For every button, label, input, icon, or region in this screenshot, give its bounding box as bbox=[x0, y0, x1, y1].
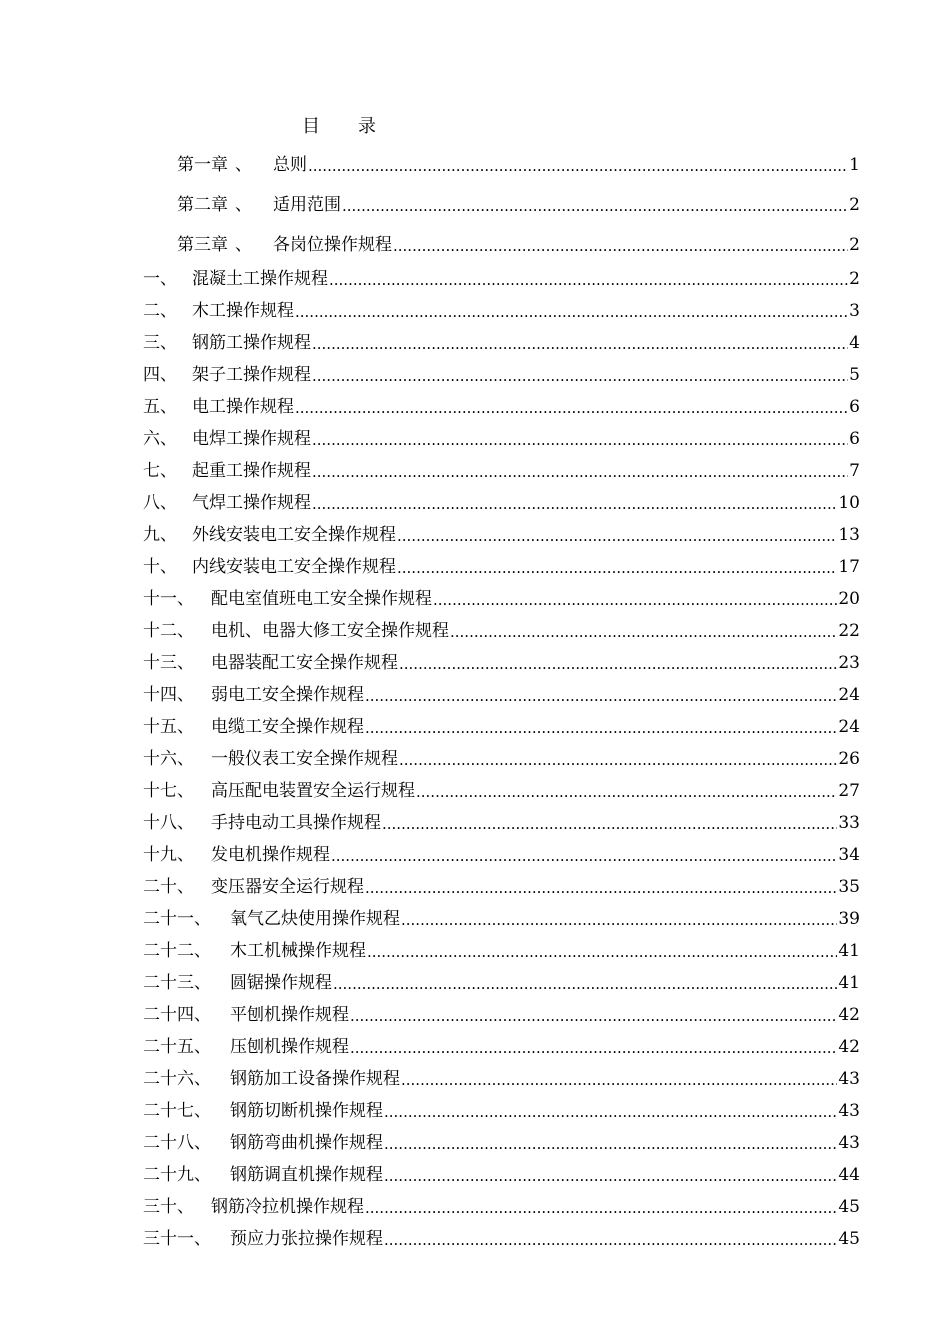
toc-entry-row[interactable] bbox=[143, 618, 860, 642]
toc-entry-row[interactable] bbox=[143, 1034, 860, 1058]
toc-title-right: 录 bbox=[358, 116, 376, 137]
toc-page-number: 34 bbox=[838, 845, 860, 865]
toc-leader-dots bbox=[365, 716, 837, 738]
toc-leader-dots bbox=[365, 684, 837, 706]
toc-entry-number: 十一、 bbox=[143, 589, 194, 609]
toc-entry-row[interactable] bbox=[143, 426, 860, 450]
toc-entry-label: 钢筋冷拉机操作规程 bbox=[211, 1197, 364, 1217]
toc-entry-row[interactable] bbox=[143, 1130, 860, 1154]
toc-entry-number: 二十、 bbox=[143, 877, 194, 897]
toc-entry-number: 五、 bbox=[143, 397, 177, 417]
toc-entry-row[interactable] bbox=[143, 650, 860, 674]
toc-entry-label: 木工操作规程 bbox=[192, 301, 294, 321]
toc-title-left: 目 bbox=[302, 116, 320, 137]
toc-entry-number: 二十三、 bbox=[143, 973, 211, 993]
toc-entry-row[interactable] bbox=[143, 1002, 860, 1026]
toc-entry-row[interactable] bbox=[143, 682, 860, 706]
toc-entry-label: 手持电动工具操作规程 bbox=[211, 813, 381, 833]
toc-page-number: 44 bbox=[838, 1165, 860, 1185]
toc-entry-number: 二十五、 bbox=[143, 1037, 211, 1057]
toc-entry-label: 混凝土工操作规程 bbox=[192, 269, 328, 289]
toc-entry-row[interactable] bbox=[143, 970, 860, 994]
toc-entry-row[interactable] bbox=[143, 842, 860, 866]
toc-page-number: 22 bbox=[838, 621, 860, 641]
toc-page-number: 35 bbox=[838, 877, 860, 897]
toc-leader-dots bbox=[312, 492, 837, 514]
toc-leader-dots bbox=[329, 268, 848, 290]
toc-entry-label: 一般仪表工安全操作规程 bbox=[211, 749, 398, 769]
toc-page-number: 6 bbox=[849, 429, 860, 449]
toc-leader-dots bbox=[312, 428, 848, 450]
toc-entry-number: 四、 bbox=[143, 365, 177, 385]
toc-page-number: 5 bbox=[849, 365, 860, 385]
toc-entry-label: 气焊工操作规程 bbox=[192, 493, 311, 513]
chapter-number: 第三章 bbox=[177, 235, 228, 255]
toc-entry-row[interactable] bbox=[143, 458, 860, 482]
toc-page-number: 26 bbox=[838, 749, 860, 769]
toc-entry-label: 内线安装电工安全操作规程 bbox=[192, 557, 396, 577]
toc-entry-number: 九、 bbox=[143, 525, 177, 545]
toc-leader-dots bbox=[384, 1132, 837, 1154]
toc-leader-dots bbox=[397, 556, 837, 578]
toc-leader-dots bbox=[342, 194, 848, 216]
toc-leader-dots bbox=[312, 460, 848, 482]
toc-entry-label: 弱电工安全操作规程 bbox=[211, 685, 364, 705]
toc-page-number: 4 bbox=[849, 333, 860, 353]
toc-page-number: 23 bbox=[838, 653, 860, 673]
toc-entry-number: 二十一、 bbox=[143, 909, 211, 929]
toc-leader-dots bbox=[365, 876, 837, 898]
toc-leader-dots bbox=[384, 1100, 837, 1122]
toc-entry-number: 十八、 bbox=[143, 813, 194, 833]
toc-leader-dots bbox=[401, 908, 837, 930]
toc-leader-dots bbox=[433, 588, 837, 610]
toc-entry-label: 平刨机操作规程 bbox=[230, 1005, 349, 1025]
toc-title bbox=[302, 112, 376, 138]
toc-chapter-row[interactable] bbox=[177, 192, 860, 216]
toc-page-number: 43 bbox=[838, 1069, 860, 1089]
toc-entry-label: 电工操作规程 bbox=[192, 397, 294, 417]
toc-entry-number: 三十、 bbox=[143, 1197, 194, 1217]
toc-entry-row[interactable] bbox=[143, 266, 860, 290]
toc-entry-row[interactable] bbox=[143, 810, 860, 834]
toc-entry-number: 十三、 bbox=[143, 653, 194, 673]
toc-page-number: 27 bbox=[838, 781, 860, 801]
chapter-separator: 、 bbox=[235, 195, 252, 215]
toc-chapter-row[interactable] bbox=[177, 232, 860, 256]
toc-entry-number: 一、 bbox=[143, 269, 177, 289]
toc-entry-row[interactable] bbox=[143, 874, 860, 898]
toc-page-number: 2 bbox=[849, 195, 860, 215]
toc-entry-number: 十二、 bbox=[143, 621, 194, 641]
toc-leader-dots bbox=[312, 364, 848, 386]
toc-page-number: 20 bbox=[838, 589, 860, 609]
toc-page-number: 13 bbox=[838, 525, 860, 545]
toc-entry-number: 十九、 bbox=[143, 845, 194, 865]
toc-page-number: 3 bbox=[849, 301, 860, 321]
toc-page-number: 2 bbox=[849, 269, 860, 289]
toc-entry-label: 圆锯操作规程 bbox=[230, 973, 332, 993]
toc-page-number: 6 bbox=[849, 397, 860, 417]
toc-entry-row[interactable] bbox=[143, 938, 860, 962]
toc-entry-row[interactable] bbox=[143, 778, 860, 802]
toc-entry-row[interactable] bbox=[143, 554, 860, 578]
toc-entry-number: 二十九、 bbox=[143, 1165, 211, 1185]
toc-entry-row[interactable] bbox=[143, 522, 860, 546]
toc-entry-number: 二、 bbox=[143, 301, 177, 321]
toc-entry-row[interactable] bbox=[143, 362, 860, 386]
chapter-number: 第二章 bbox=[177, 195, 228, 215]
toc-leader-dots bbox=[333, 972, 837, 994]
toc-leader-dots bbox=[295, 300, 848, 322]
toc-entry-row[interactable] bbox=[143, 1098, 860, 1122]
toc-entry-row[interactable] bbox=[143, 490, 860, 514]
toc-leader-dots bbox=[382, 812, 837, 834]
toc-entry-label: 外线安装电工安全操作规程 bbox=[192, 525, 396, 545]
toc-leader-dots bbox=[384, 1164, 837, 1186]
toc-page-number: 33 bbox=[838, 813, 860, 833]
toc-leader-dots bbox=[331, 844, 837, 866]
toc-entry-label: 变压器安全运行规程 bbox=[211, 877, 364, 897]
toc-leader-dots bbox=[393, 234, 848, 256]
toc-entry-label: 压刨机操作规程 bbox=[230, 1037, 349, 1057]
toc-entry-label: 适用范围 bbox=[273, 195, 341, 215]
toc-leader-dots bbox=[367, 940, 837, 962]
toc-entry-row[interactable] bbox=[143, 298, 860, 322]
toc-leader-dots bbox=[350, 1036, 837, 1058]
toc-leader-dots bbox=[416, 780, 837, 802]
toc-page-number: 43 bbox=[838, 1133, 860, 1153]
toc-entry-label: 木工机械操作规程 bbox=[230, 941, 366, 961]
toc-entry-label: 高压配电装置安全运行规程 bbox=[211, 781, 415, 801]
toc-leader-dots bbox=[308, 154, 848, 176]
toc-page-number: 24 bbox=[838, 717, 860, 737]
toc-entry-number: 八、 bbox=[143, 493, 177, 513]
toc-page-number: 42 bbox=[838, 1005, 860, 1025]
toc-page-number: 7 bbox=[849, 461, 860, 481]
toc-entry-number: 十五、 bbox=[143, 717, 194, 737]
toc-entry-label: 钢筋工操作规程 bbox=[192, 333, 311, 353]
toc-entry-number: 十六、 bbox=[143, 749, 194, 769]
toc-entry-number: 三十一、 bbox=[143, 1229, 211, 1249]
toc-page-number: 39 bbox=[838, 909, 860, 929]
toc-page-number: 24 bbox=[838, 685, 860, 705]
toc-entry-row[interactable] bbox=[143, 330, 860, 354]
toc-entry-number: 二十七、 bbox=[143, 1101, 211, 1121]
toc-entry-number: 十七、 bbox=[143, 781, 194, 801]
toc-leader-dots bbox=[384, 1228, 837, 1250]
toc-page-number: 43 bbox=[838, 1101, 860, 1121]
toc-entry-label: 起重工操作规程 bbox=[192, 461, 311, 481]
toc-page-number: 41 bbox=[838, 941, 860, 961]
toc-page-number: 17 bbox=[838, 557, 860, 577]
toc-entry-label: 架子工操作规程 bbox=[192, 365, 311, 385]
chapter-separator: 、 bbox=[235, 155, 252, 175]
toc-entry-number: 二十二、 bbox=[143, 941, 211, 961]
toc-entry-row[interactable] bbox=[143, 1194, 860, 1218]
toc-entry-row[interactable] bbox=[143, 714, 860, 738]
toc-entry-label: 电缆工安全操作规程 bbox=[211, 717, 364, 737]
toc-leader-dots bbox=[399, 652, 837, 674]
toc-entry-number: 二十四、 bbox=[143, 1005, 211, 1025]
toc-entry-label: 电焊工操作规程 bbox=[192, 429, 311, 449]
toc-leader-dots bbox=[312, 332, 848, 354]
toc-entry-label: 钢筋切断机操作规程 bbox=[230, 1101, 383, 1121]
toc-entry-row[interactable] bbox=[143, 1066, 860, 1090]
toc-entry-label: 电器装配工安全操作规程 bbox=[211, 653, 398, 673]
toc-entry-number: 十四、 bbox=[143, 685, 194, 705]
toc-page-number: 45 bbox=[838, 1197, 860, 1217]
chapter-number: 第一章 bbox=[177, 155, 228, 175]
toc-entry-label: 钢筋调直机操作规程 bbox=[230, 1165, 383, 1185]
toc-entry-number: 十、 bbox=[143, 557, 177, 577]
toc-entry-number: 二十六、 bbox=[143, 1069, 211, 1089]
toc-leader-dots bbox=[365, 1196, 837, 1218]
toc-entry-label: 钢筋弯曲机操作规程 bbox=[230, 1133, 383, 1153]
toc-entry-number: 七、 bbox=[143, 461, 177, 481]
toc-page-number: 41 bbox=[838, 973, 860, 993]
toc-entry-label: 配电室值班电工安全操作规程 bbox=[211, 589, 432, 609]
toc-page-number: 42 bbox=[838, 1037, 860, 1057]
toc-leader-dots bbox=[295, 396, 848, 418]
toc-entry-row[interactable] bbox=[143, 1162, 860, 1186]
toc-entry-label: 电机、电器大修工安全操作规程 bbox=[211, 621, 449, 641]
toc-leader-dots bbox=[399, 748, 837, 770]
toc-leader-dots bbox=[397, 524, 837, 546]
toc-leader-dots bbox=[450, 620, 837, 642]
toc-page-number: 45 bbox=[838, 1229, 860, 1249]
toc-page-number: 2 bbox=[849, 235, 860, 255]
toc-entry-label: 钢筋加工设备操作规程 bbox=[230, 1069, 400, 1089]
toc-leader-dots bbox=[401, 1068, 837, 1090]
toc-chapter-row[interactable] bbox=[177, 152, 860, 176]
toc-entry-label: 预应力张拉操作规程 bbox=[230, 1229, 383, 1249]
toc-entry-label: 各岗位操作规程 bbox=[273, 235, 392, 255]
toc-entry-number: 三、 bbox=[143, 333, 177, 353]
toc-page-number: 1 bbox=[849, 155, 860, 175]
toc-entry-row[interactable] bbox=[143, 394, 860, 418]
toc-page-number: 10 bbox=[838, 493, 860, 513]
toc-entry-row[interactable] bbox=[143, 746, 860, 770]
toc-entry-label: 氧气乙炔使用操作规程 bbox=[230, 909, 400, 929]
chapter-separator: 、 bbox=[235, 235, 252, 255]
toc-entry-row[interactable] bbox=[143, 906, 860, 930]
toc-leader-dots bbox=[350, 1004, 837, 1026]
toc-entry-label: 发电机操作规程 bbox=[211, 845, 330, 865]
toc-entry-number: 六、 bbox=[143, 429, 177, 449]
toc-entry-label: 总则 bbox=[273, 155, 307, 175]
toc-entry-row[interactable] bbox=[143, 1226, 860, 1250]
toc-entry-number: 二十八、 bbox=[143, 1133, 211, 1153]
toc-entry-row[interactable] bbox=[143, 586, 860, 610]
